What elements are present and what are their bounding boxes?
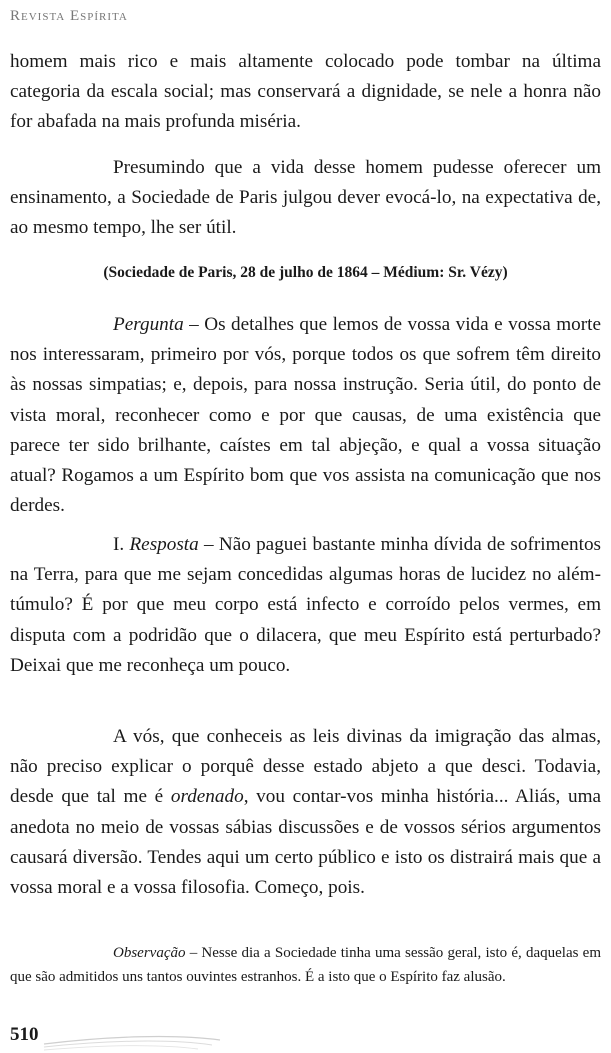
- paragraph-2: Presumindo que a vida desse homem pudesse oferecer um ensinamento, a Sociedade de Paris julgou dever evocá-lo, na expectativa de, ao mesmo tempo, lhe ser útil.: [10, 157, 601, 239]
- paragraph-1: homem mais rico e mais altamente colocado pode tombar na última categoria da escala social; mas conservará a dignidade, se nele a honra não for abafada na mais profunda miséria.: [10, 51, 601, 133]
- question-label: Pergunta: [113, 314, 184, 335]
- p5-after: , vou contar-vos minha história... Aliás, uma anedota no meio de vossas sábias discussões e de vossos sérios argumentos causará diversão. Tendes aqui um certo público e isto os distrairá mais que a vossa moral e a vossa filosofia. Começo, pois.: [10, 786, 602, 899]
- p5-before: A vós, que conheceis as leis divinas da imigração das almas, não preciso explicar o porquê desse estado abjeto a que desci. Todavia, desde que tal me é: [10, 726, 601, 808]
- paragraph-question: [10, 310, 601, 521]
- running-head: Revista Espírita: [10, 8, 128, 24]
- p5-emphasis: ordenado: [170, 786, 244, 808]
- question-text: – Os detalhes que lemos de vossa vida e vossa morte nos interessaram, primeiro por vós, porque todos os que sofrem têm direito às nossas simpatias; e, depois, para nossa instrução. Seria útil, do ponto de vista moral, reconhecer como e por que causas, de uma existência que parece ter sido brilhante, caístes em tal abjeção, e qual a vossa situação atual? Rogamos a um Espírito bom que vos assista na comunicação que nos derdes.: [10, 314, 601, 517]
- footnote-text: – Nesse dia a Sociedade tinha uma sessão geral, isto é, daquelas em que são admitidos uns tantos ouvintes estranhos. É a isto que o Espírito faz alusão.: [10, 945, 601, 985]
- session-heading: (Sociedade de Paris, 28 de julho de 1864 – Médium: Sr. Vézy): [103, 264, 508, 281]
- paragraph-5: [10, 722, 601, 903]
- footnote-label: Observação: [113, 945, 186, 961]
- answer-text: – Não paguei bastante minha dívida de sofrimentos na Terra, para que me sejam concedidas algumas horas de lucidez no além-túmulo? É por que meu corpo está infecto e corroído pelos vermes, em disputa com a podridão que o dilacera, que meu Espírito está perturbado? Deixai que me reconheça um pouco.: [10, 534, 602, 676]
- page-number: 510: [10, 1024, 39, 1045]
- page-ornament-swoosh: [0, 1030, 230, 1053]
- answer-label: Resposta: [129, 534, 199, 555]
- footnote: [10, 942, 601, 989]
- paragraph-answer: [10, 530, 601, 681]
- answer-prefix: I.: [113, 534, 130, 555]
